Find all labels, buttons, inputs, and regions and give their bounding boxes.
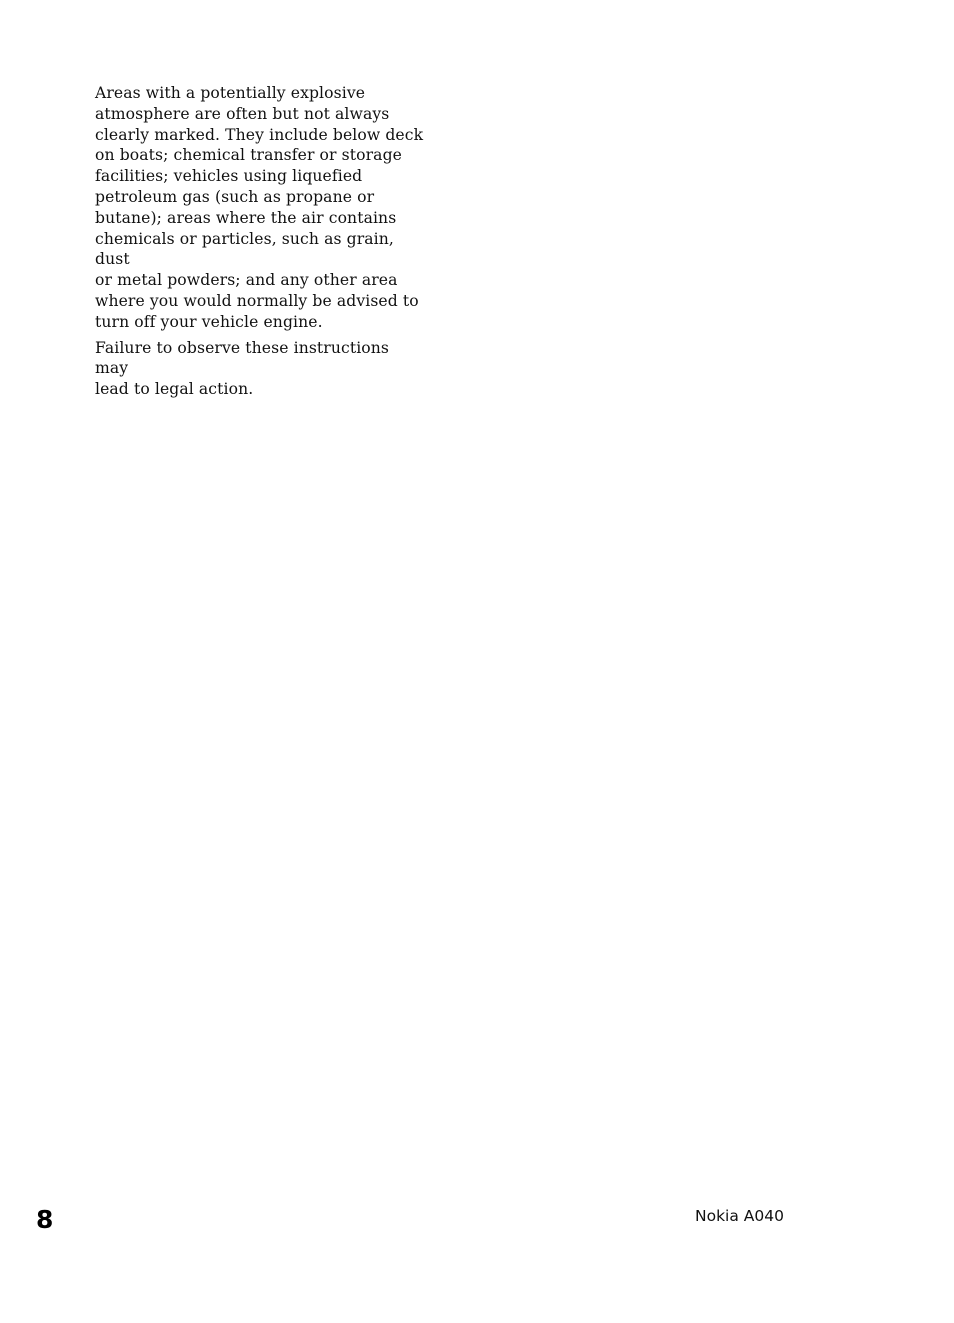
footer-model-name: Nokia A040 [695,1207,784,1225]
body-text [95,83,425,400]
page-number: 8 [36,1205,54,1234]
paragraph-explosive-areas: Areas with a potentially explosive atmosphere are often but not always clearly marked. They include below deck on boats; chemical transfer or storage facilities; vehicles using liquefied petroleum gas (such as propane or butane); areas where the air contains chemicals or particles, such as grain, dust or metal powders; and any other area where you would normally be advised to turn off your vehicle engine. [95,84,424,331]
paragraph-legal-warning: Failure to observe these instructions may lead to legal action. [95,338,390,399]
